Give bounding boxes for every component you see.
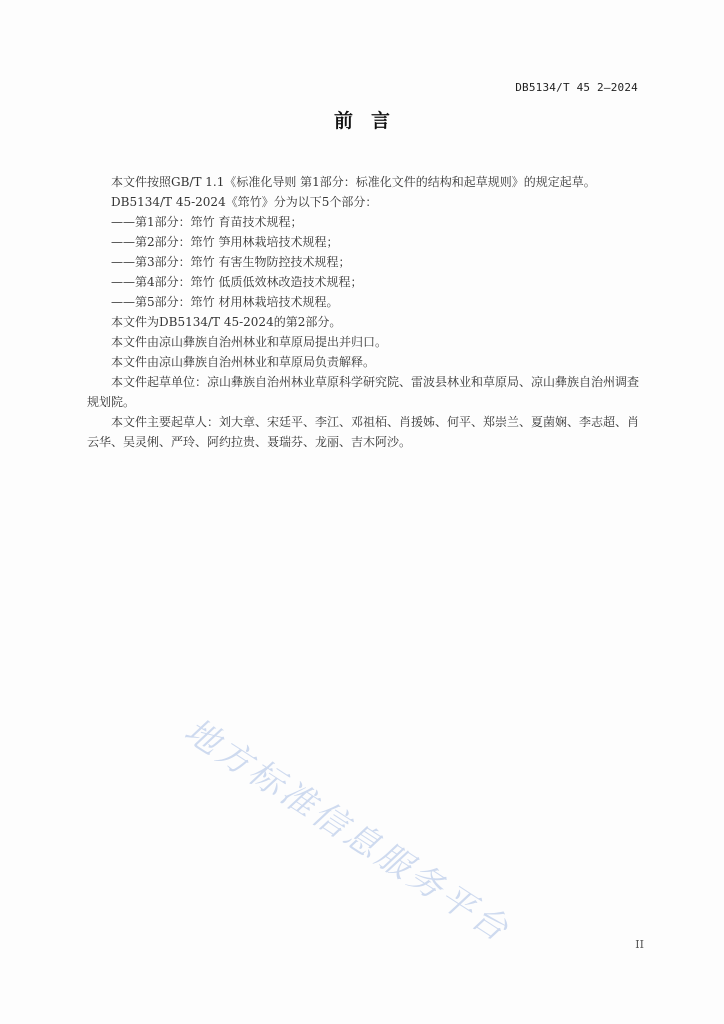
paragraph-drafting-rule: 本文件按照GB/T 1.1《标准化导则 第1部分：标准化文件的结构和起草规则》的规定起草。	[111, 175, 596, 189]
paragraph-drafters: 本文件主要起草人：刘大章、宋廷平、李江、邓祖栢、肖援姊、何平、郑崇兰、夏菌娴、李志超、肖云华、吴灵俐、严玲、阿约拉贵、聂瑞芬、龙丽、吉木阿沙。	[87, 415, 640, 449]
page-title: 前言	[333, 110, 408, 132]
list-item-part-2: ——第2部分：筇竹 笋用林栽培技术规程；	[111, 235, 339, 249]
page-number: II	[635, 938, 644, 951]
paragraph-drafting-units: 本文件起草单位：凉山彝族自治州林业草原科学研究院、雷波县林业和草原局、凉山彝族自治州调查规划院。	[87, 375, 640, 409]
list-item-part-1: ——第1部分：筇竹 育苗技术规程；	[111, 215, 303, 229]
list-item-part-5: ——第5部分：筇竹 材用林栽培技术规程。	[111, 295, 339, 309]
paragraph-this-part: 本文件为DB5134/T 45-2024的第2部分。	[111, 315, 342, 329]
watermark-text: 地方标准信息服务平台	[177, 710, 518, 952]
document-code: DB5134/T 45 2—2024	[515, 81, 638, 94]
paragraph-interpreter: 本文件由凉山彝族自治州林业和草原局负责解释。	[111, 355, 376, 369]
list-item-part-3: ——第3部分：筇竹 有害生物防控技术规程；	[111, 255, 351, 269]
list-item-part-4: ——第4部分：筇竹 低质低效林改造技术规程；	[111, 275, 363, 289]
paragraph-proposer: 本文件由凉山彝族自治州林业和草原局提出并归口。	[111, 335, 388, 349]
paragraph-parts-intro: DB5134/T 45-2024《筇竹》分为以下5个部分：	[111, 195, 378, 209]
foreword-body	[87, 172, 639, 452]
